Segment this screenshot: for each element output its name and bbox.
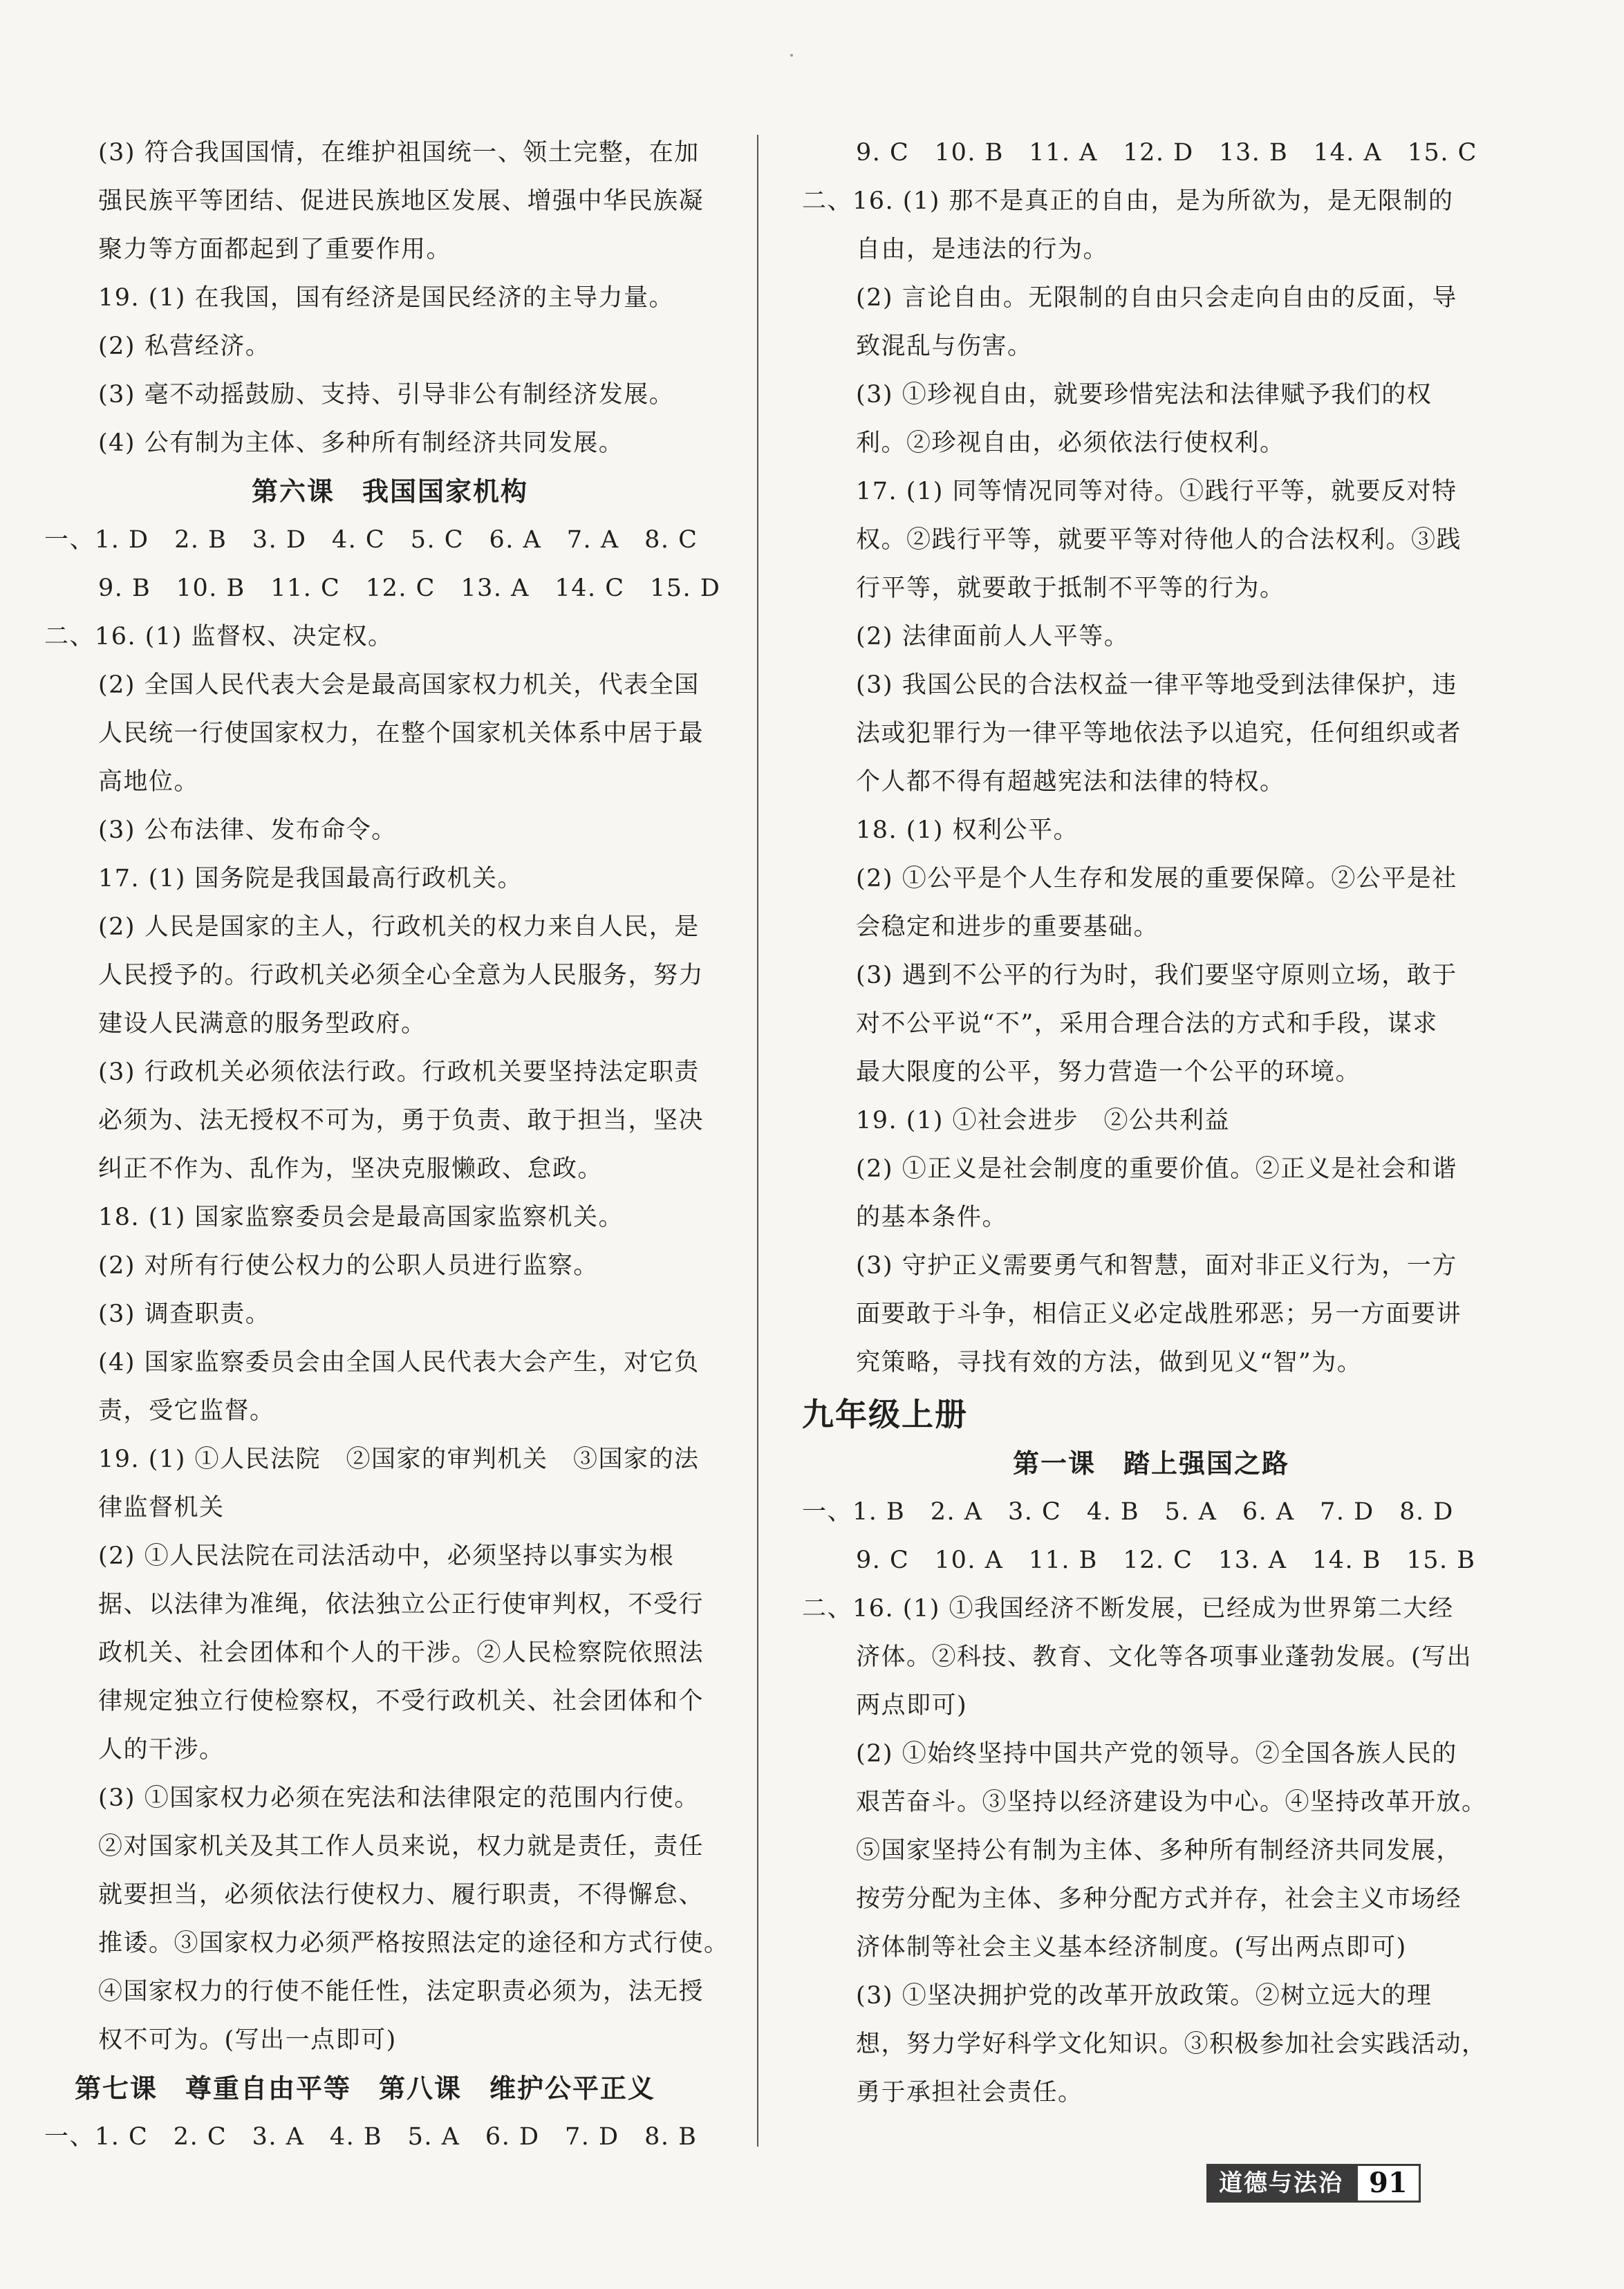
answer-line: 济体制等社会主义基本经济制度。(写出两点即可)	[856, 1934, 1407, 1961]
answer-line: 政机关、社会团体和个人的干涉。②人民检察院依照法	[98, 1639, 704, 1667]
answer-line: 二、16. (1) ①我国经济不断发展，已经成为世界第二大经	[802, 1595, 1454, 1623]
answer-line: (4) 公有制为主体、多种所有制经济共同发展。	[98, 429, 624, 457]
answer-line: 想，努力学好科学文化知识。③积极参加社会实践活动，	[856, 2030, 1487, 2058]
answer-line: 高地位。	[98, 768, 200, 796]
answer-line: (3) 公布法律、发布命令。	[98, 816, 397, 844]
answer-line: 面要敢于斗争，相信正义必定战胜邪恶；另一方面要讲	[856, 1300, 1462, 1328]
answer-line: (3) 毫不动摇鼓励、支持、引导非公有制经济发展。	[98, 381, 675, 409]
answer-line: (3) 行政机关必须依法行政。行政机关要坚持法定职责	[98, 1058, 700, 1086]
answer-line: 纠正不作为、乱作为，坚决克服懒政、怠政。	[98, 1155, 604, 1183]
answer-line: 9. B 10. B 11. C 12. C 13. A 14. C 15. D	[98, 574, 721, 602]
answer-line: 聚力等方面都起到了重要作用。	[98, 236, 452, 263]
answer-line: (3) 调查职责。	[98, 1300, 271, 1328]
left-column	[44, 129, 736, 2161]
answer-line: 19. (1) 在我国，国有经济是国民经济的主导力量。	[98, 284, 674, 312]
answer-line: 一、1. D 2. B 3. D 4. C 5. C 6. A 7. A 8. C	[44, 526, 698, 554]
answer-line: 强民族平等团结、促进民族地区发展、增强中华民族凝	[98, 187, 704, 215]
lesson-heading: 第七课 尊重自由平等 第八课 维护公平正义	[75, 2073, 656, 2104]
answer-line: 9. C 10. B 11. A 12. D 13. B 14. A 15. C	[856, 139, 1477, 167]
answer-line: 推诿。③国家权力必须严格按照法定的途径和方式行使。	[98, 1930, 729, 1957]
answer-line: 二、16. (1) 那不是真正的自由，是为所欲为，是无限制的	[802, 187, 1454, 215]
answer-line: (2) ①人民法院在司法活动中，必须坚持以事实为根	[98, 1542, 675, 1570]
answer-line: ⑤国家坚持公有制为主体、多种所有制经济共同发展，	[856, 1837, 1462, 1865]
answer-line: (3) 守护正义需要勇气和智慧，面对非正义行为，一方	[856, 1252, 1457, 1280]
answer-line: 按劳分配为主体、多种分配方式并存，社会主义市场经	[856, 1885, 1462, 1913]
answer-line: 济体。②科技、教育、文化等各项事业蓬勃发展。(写出	[856, 1643, 1473, 1671]
grade-heading: 九年级上册	[802, 1396, 968, 1433]
answer-line: 行平等，就要敢于抵制不平等的行为。	[856, 574, 1285, 602]
answer-line: (3) ①国家权力必须在宪法和法律限定的范围内行使。	[98, 1784, 700, 1812]
answer-line: (4) 国家监察委员会由全国人民代表大会产生，对它负	[98, 1349, 700, 1376]
lesson-heading: 第六课 我国国家机构	[251, 476, 528, 507]
answer-line: 律监督机关	[98, 1494, 225, 1522]
column-divider	[757, 135, 758, 2147]
answer-line: 律规定独立行使检察权，不受行政机关、社会团体和个	[98, 1688, 704, 1715]
answer-line: (2) 言论自由。无限制的自由只会走向自由的反面，导	[856, 284, 1457, 312]
answer-line: (2) 私营经济。	[98, 333, 271, 360]
answer-line: 建设人民满意的服务型政府。	[98, 1010, 427, 1038]
answer-line: 责，受它监督。	[98, 1397, 275, 1425]
answer-line: 18. (1) 国家监察委员会是最高国家监察机关。	[98, 1204, 624, 1231]
answer-line: 艰苦奋斗。③坚持以经济建设为中心。④坚持改革开放。	[856, 1788, 1487, 1816]
answer-line: 自由，是违法的行为。	[856, 236, 1109, 263]
answer-line: 人民授予的。行政机关必须全心全意为人民服务，努力	[98, 962, 704, 989]
answer-line: 会稳定和进步的重要基础。	[856, 913, 1159, 941]
answer-line: 二、16. (1) 监督权、决定权。	[44, 623, 393, 651]
answer-line: 个人都不得有超越宪法和法律的特权。	[856, 768, 1285, 796]
answer-line: (3) ①珍视自由，就要珍惜宪法和法律赋予我们的权	[856, 381, 1432, 409]
answer-line: 权不可为。(写出一点即可)	[98, 2026, 397, 2054]
answer-line: 的基本条件。	[856, 1204, 1008, 1231]
answer-line: 法或犯罪行为一律平等地依法予以追究，任何组织或者	[856, 720, 1462, 747]
answer-line: 利。②珍视自由，必须依法行使权利。	[856, 429, 1285, 457]
answer-line: 对不公平说“不”，采用合理合法的方式和手段，谋求	[856, 1010, 1438, 1038]
answer-line: 权。②践行平等，就要平等对待他人的合法权利。③践	[856, 526, 1462, 554]
subject-label: 道德与法治	[1206, 2164, 1356, 2203]
scan-speck	[790, 54, 793, 57]
answer-line: (2) 法律面前人人平等。	[856, 623, 1130, 651]
answer-line: 致混乱与伤害。	[856, 333, 1033, 360]
answer-line: (3) ①坚决拥护党的改革开放政策。②树立远大的理	[856, 1982, 1432, 2010]
answer-line: (2) ①公平是个人生存和发展的重要保障。②公平是社	[856, 865, 1457, 893]
answer-line: 必须为、法无授权不可为，勇于负责、敢于担当，坚决	[98, 1107, 704, 1134]
answer-line: 一、1. B 2. A 3. C 4. B 5. A 6. A 7. D 8. D	[802, 1498, 1454, 1526]
right-column	[802, 129, 1500, 2117]
answer-line: (3) 遇到不公平的行为时，我们要坚守原则立场，敢于	[856, 962, 1457, 989]
answer-line: 最大限度的公平，努力营造一个公平的环境。	[856, 1058, 1361, 1086]
answer-line: 19. (1) ①社会进步 ②公共利益	[856, 1107, 1230, 1134]
page-number: 91	[1356, 2164, 1421, 2203]
answer-line: 17. (1) 同等情况同等对待。①践行平等，就要反对特	[856, 478, 1457, 505]
answer-line: 一、1. C 2. C 3. A 4. B 5. A 6. D 7. D 8. B	[44, 2123, 698, 2151]
answer-line: 人民统一行使国家权力，在整个国家机关体系中居于最	[98, 720, 704, 747]
answer-line: (3) 我国公民的合法权益一律平等地受到法律保护，违	[856, 671, 1457, 699]
answer-line: 勇于承担社会责任。	[856, 2079, 1083, 2106]
answer-line: 究策略，寻找有效的方法，做到见义“智”为。	[856, 1349, 1363, 1376]
answer-line: (2) ①正义是社会制度的重要价值。②正义是社会和谐	[856, 1155, 1457, 1183]
answer-line: 17. (1) 国务院是我国最高行政机关。	[98, 865, 523, 893]
answer-line: (2) 全国人民代表大会是最高国家权力机关，代表全国	[98, 671, 700, 699]
answer-line: 19. (1) ①人民法院 ②国家的审判机关 ③国家的法	[98, 1446, 700, 1473]
answer-line: 人的干涉。	[98, 1736, 225, 1764]
page-footer-badge	[1206, 2162, 1421, 2204]
answer-line: 据、以法律为准绳，依法独立公正行使审判权，不受行	[98, 1591, 704, 1618]
answer-line: (2) 对所有行使公权力的公职人员进行监察。	[98, 1252, 599, 1280]
answer-line: ④国家权力的行使不能任性，法定职责必须为，法无授	[98, 1978, 704, 2006]
answer-line: ②对国家机关及其工作人员来说，权力就是责任，责任	[98, 1833, 704, 1860]
answer-line: (3) 符合我国国情，在维护祖国统一、领土完整，在加	[98, 139, 700, 167]
answer-line: 18. (1) 权利公平。	[856, 816, 1079, 844]
answer-line: 9. C 10. A 11. B 12. C 13. A 14. B 15. B	[856, 1547, 1476, 1574]
answer-line: 就要担当，必须依法行使权力、履行职责，不得懈怠、	[98, 1881, 704, 1909]
answer-line: 两点即可)	[856, 1692, 968, 1719]
answer-line: (2) ①始终坚持中国共产党的领导。②全国各族人民的	[856, 1740, 1457, 1768]
lesson-heading: 第一课 踏上强国之路	[1012, 1448, 1289, 1479]
answer-line: (2) 人民是国家的主人，行政机关的权力来自人民，是	[98, 913, 700, 941]
